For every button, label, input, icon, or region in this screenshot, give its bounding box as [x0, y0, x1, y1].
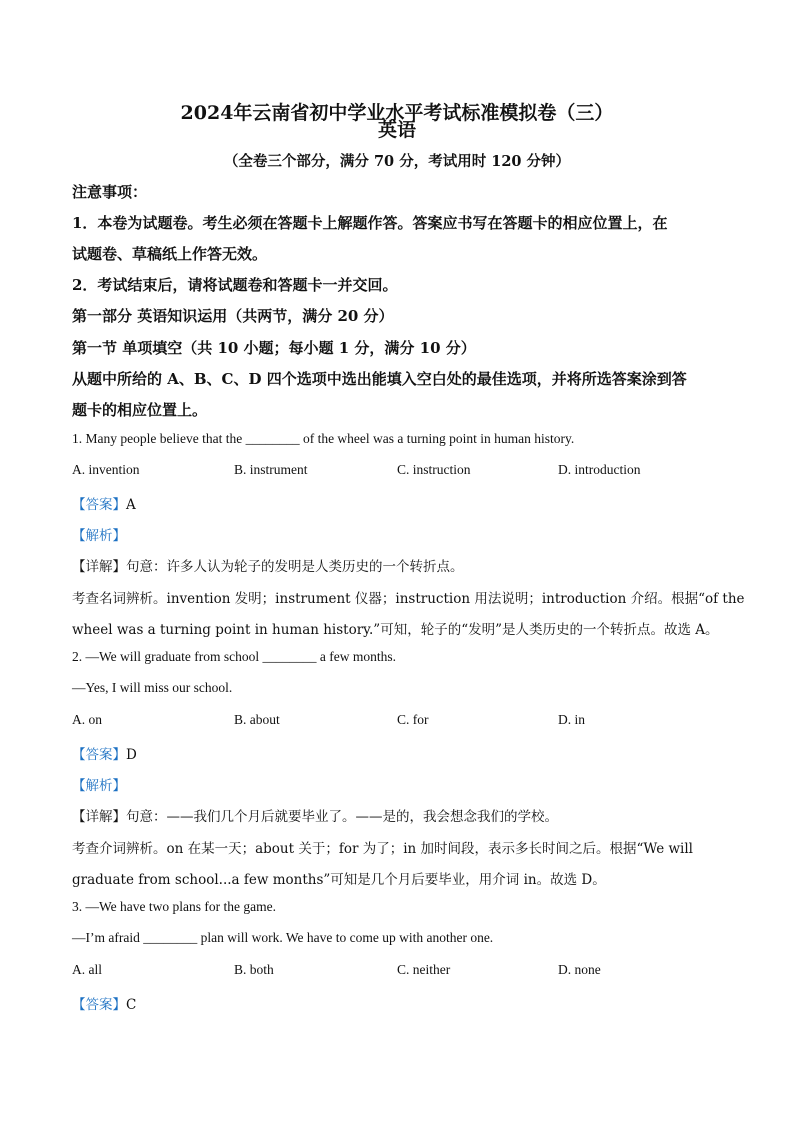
question-1-option-b: B. instrument	[234, 462, 308, 477]
question-2-stem-line-1: 2. —We will graduate from school ________ a few months.	[72, 649, 396, 664]
detail-label: 【详解】	[72, 809, 126, 825]
question-1-analysis-label	[72, 524, 126, 544]
instruction-item-1-line-2: 试题卷、草稿纸上作答无效。	[72, 245, 268, 263]
answer-value: D	[126, 747, 137, 763]
directions-line-2: 题卡的相应位置上。	[72, 401, 208, 419]
question-2-option-a: A. on	[72, 712, 102, 727]
question-1-explanation-line-2: wheel was a turning point in human history.”可知，轮子的“发明”是人类历史的一个转折点。故选 A。	[72, 622, 719, 638]
question-2-option-b: B. about	[234, 712, 280, 727]
answer-label: 【答案】	[72, 497, 126, 513]
detail-label: 【详解】	[72, 559, 126, 575]
exam-note: （全卷三个部分，满分 70 分，考试用时 120 分钟）	[223, 153, 571, 170]
question-3-option-b: B. both	[234, 962, 274, 977]
question-2-explanation-line-2: graduate from school...a few months”可知是几个月后要毕业，用介词 in。故选 D。	[72, 872, 606, 888]
question-2-answer	[72, 743, 137, 763]
detail-text: 句意：许多人认为轮子的发明是人类历史的一个转折点。	[126, 559, 464, 575]
question-3-stem-line-1: 3. —We have two plans for the game.	[72, 899, 276, 914]
subject-title: 英语	[377, 119, 416, 141]
answer-value: C	[126, 997, 137, 1013]
part-1-title: 第一部分 英语知识运用（共两节，满分 20 分）	[72, 307, 394, 325]
question-3-option-a: A. all	[72, 962, 102, 977]
question-1-detail	[72, 555, 464, 575]
answer-value: A	[126, 497, 136, 513]
instruction-item-2: 2．考试结束后，请将试题卷和答题卡一并交回。	[72, 276, 398, 294]
question-3-stem-line-2: —I’m afraid ________ plan will work. We have to come up with another one.	[72, 930, 494, 945]
question-1-explanation-line-1: 考查名词辨析。invention 发明；instrument 仪器；instruction 用法说明；introduction 介绍。根据“of the	[72, 591, 745, 607]
question-1-answer	[72, 493, 136, 513]
question-2-detail	[72, 805, 558, 825]
question-2-analysis-label	[72, 774, 126, 794]
question-2-option-d: D. in	[558, 712, 585, 727]
answer-label: 【答案】	[72, 747, 126, 763]
exam-title: 2024年云南省初中学业水平考试标准模拟卷（三）	[180, 102, 614, 124]
question-1-option-d: D. introduction	[558, 462, 641, 477]
question-1-option-c: C. instruction	[397, 462, 471, 477]
question-2-stem-line-2: —Yes, I will miss our school.	[72, 680, 233, 695]
instruction-item-1-line-1: 1．本卷为试题卷。考生必须在答题卡上解题作答。答案应书写在答题卡的相应位置上，在	[72, 214, 668, 232]
detail-text: 句意：——我们几个月后就要毕业了。——是的，我会想念我们的学校。	[126, 809, 558, 825]
section-1-title: 第一节 单项填空（共 10 小题；每小题 1 分，满分 10 分）	[72, 339, 476, 357]
directions-line-1: 从题中所给的 A、B、C、D 四个选项中选出能填入空白处的最佳选项，并将所选答案涂到答	[72, 370, 687, 388]
question-3-option-c: C. neither	[397, 962, 451, 977]
question-1-option-a: A. invention	[72, 462, 140, 477]
answer-label: 【答案】	[72, 997, 126, 1013]
question-2-option-c: C. for	[397, 712, 429, 727]
analysis-label: 【解析】	[72, 778, 126, 794]
question-1-stem: 1. Many people believe that the ________ of the wheel was a turning point in human history.	[72, 431, 575, 446]
question-3-answer	[72, 993, 136, 1013]
question-3-option-d: D. none	[558, 962, 601, 977]
question-2-explanation-line-1: 考查介词辨析。on 在某一天；about 关于；for 为了；in 加时间段，表示多长时间之后。根据“We will	[72, 841, 693, 857]
instructions-heading: 注意事项：	[72, 183, 148, 201]
analysis-label: 【解析】	[72, 528, 126, 544]
